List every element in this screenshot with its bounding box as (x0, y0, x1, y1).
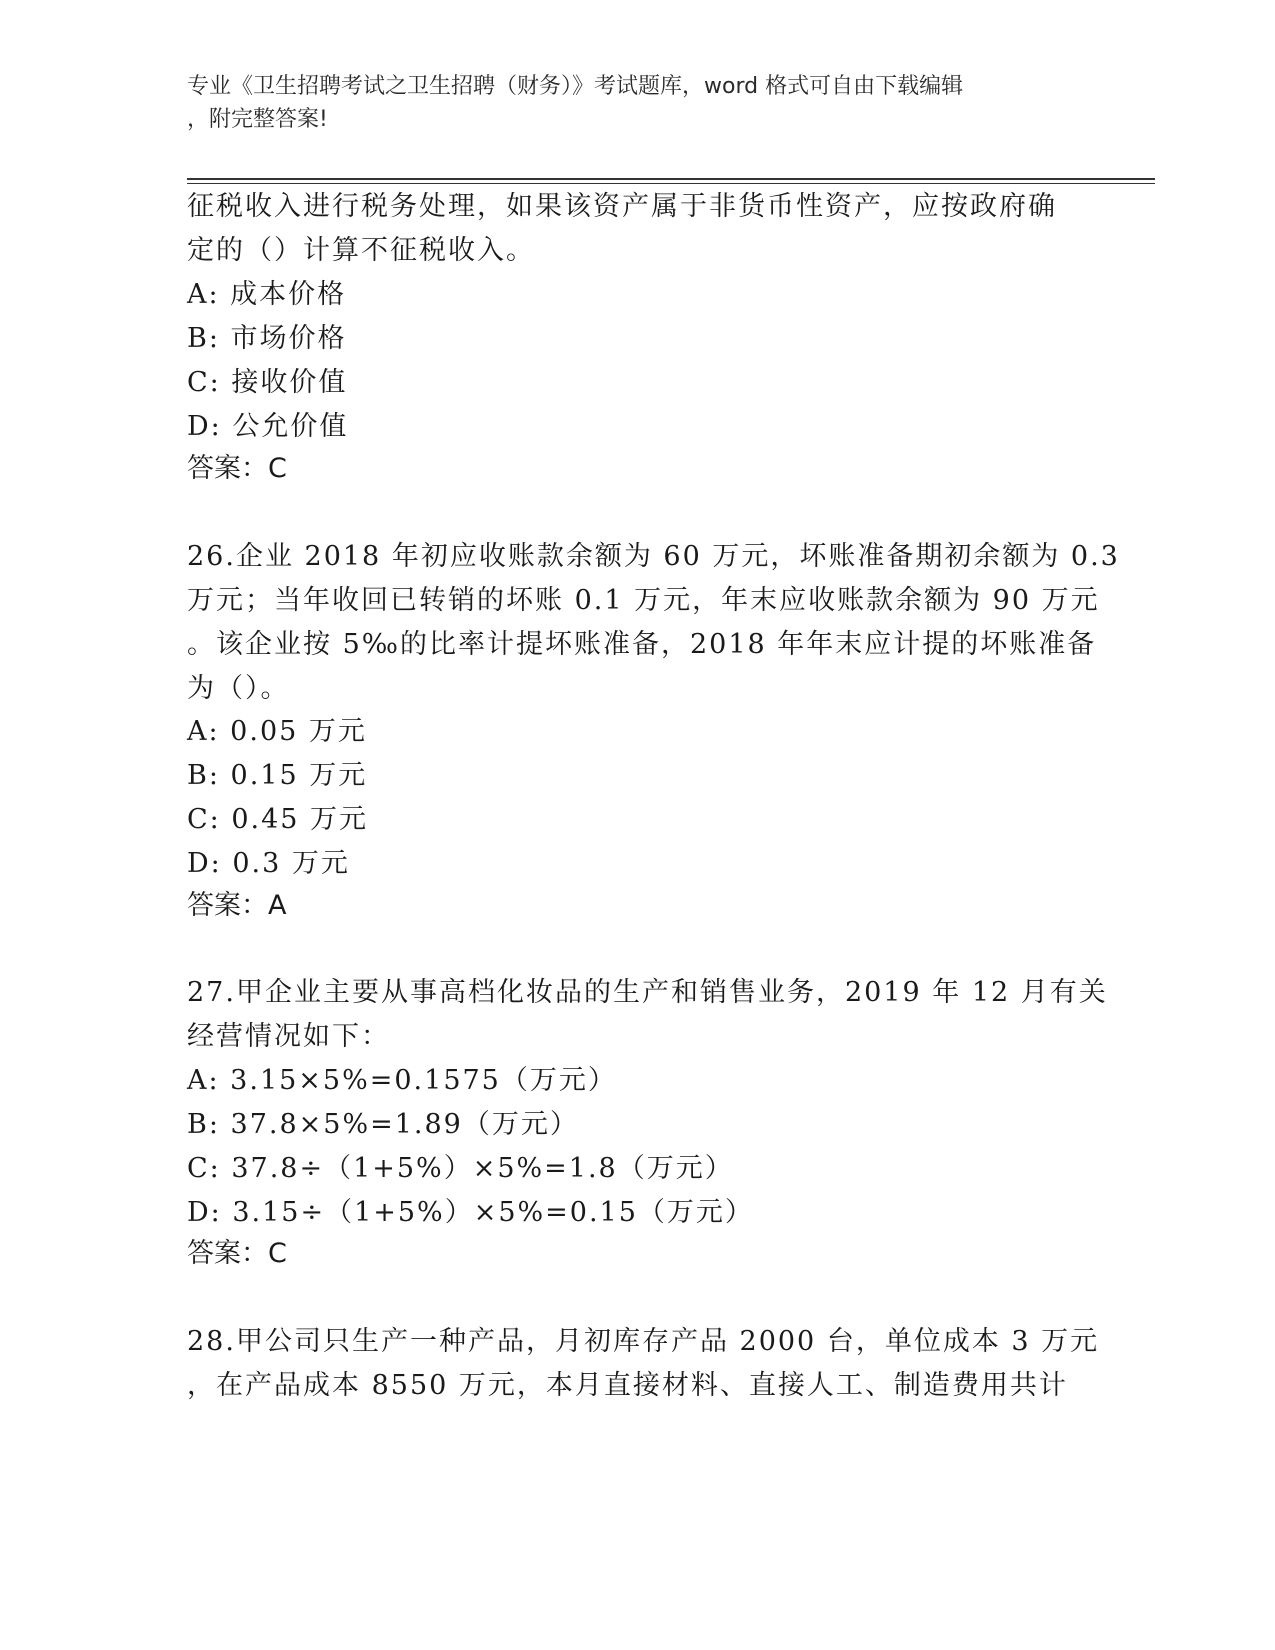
q26-stem-line-3: 。该企业按 5‰的比率计提坏账准备，2018 年年末应计提的坏账准备 (187, 629, 1097, 660)
q26-answer: 答案：A (187, 890, 287, 921)
header-line-1: 专业《卫生招聘考试之卫生招聘（财务）》考试题库，word 格式可自由下载编辑 (187, 74, 964, 99)
q25-option-d: D: 公允价值 (187, 411, 349, 442)
q28-stem-line-1: 28.甲公司只生产一种产品，月初库存产品 2000 台，单位成本 3 万元 (187, 1326, 1100, 1357)
q26-stem-line-1: 26.企业 2018 年初应收账款余额为 60 万元，坏账准备期初余额为 0.3 (187, 541, 1120, 572)
header-line-2: ，附完整答案! (187, 107, 328, 132)
q26-option-a: A: 0.05 万元 (187, 716, 367, 747)
header-divider-thin (187, 183, 1155, 184)
q26-stem-line-2: 万元；当年收回已转销的坏账 0.1 万元，年末应收账款余额为 90 万元 (187, 585, 1100, 616)
q27-stem-line-1: 27.甲企业主要从事高档化妆品的生产和销售业务，2019 年 12 月有关 (187, 977, 1108, 1008)
q25-stem-line-2: 定的（）计算不征税收入。 (187, 235, 535, 266)
q25-stem-line-1: 征税收入进行税务处理，如果该资产属于非货币性资产，应按政府确 (187, 191, 1057, 222)
header-divider-thick (187, 178, 1155, 180)
q27-stem-line-2: 经营情况如下： (187, 1021, 390, 1052)
q26-stem-line-4: 为（）。 (187, 673, 290, 704)
q27-option-d: D: 3.15÷（1+5%）×5%=0.15（万元） (187, 1197, 754, 1228)
q26-option-d: D: 0.3 万元 (187, 848, 350, 879)
q25-option-b: B: 市场价格 (187, 323, 347, 354)
q27-option-b: B: 37.8×5%=1.89（万元） (187, 1109, 579, 1140)
document-header (187, 70, 1087, 136)
q25-answer: 答案：C (187, 453, 287, 484)
q26-option-b: B: 0.15 万元 (187, 760, 368, 791)
q28-stem-line-2: ，在产品成本 8550 万元，本月直接材料、直接人工、制造费用共计 (187, 1370, 1068, 1401)
q25-option-a: A: 成本价格 (187, 279, 347, 310)
q27-option-c: C: 37.8÷（1+5%）×5%=1.8（万元） (187, 1153, 734, 1184)
q27-answer: 答案：C (187, 1238, 287, 1269)
q27-option-a: A: 3.15×5%=0.1575（万元） (187, 1065, 617, 1096)
q26-option-c: C: 0.45 万元 (187, 804, 369, 835)
q25-option-c: C: 接收价值 (187, 367, 348, 398)
